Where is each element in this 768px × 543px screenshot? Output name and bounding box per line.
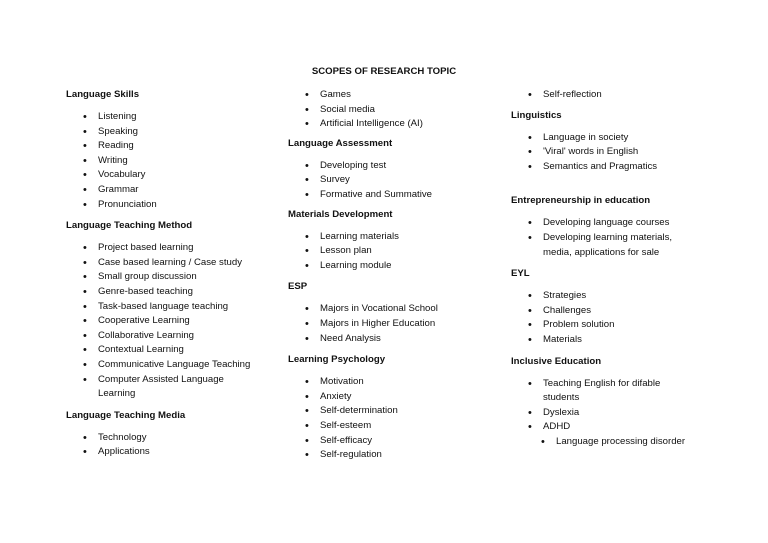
list-item: • Computer Assisted Language Learning — [66, 373, 238, 402]
list-item: • Need Analysis — [288, 332, 498, 347]
list-item: • Genre-based teaching — [66, 285, 276, 300]
list-item: • 'Viral' words in English — [511, 145, 721, 160]
list-item: • Learning module — [288, 259, 498, 274]
section-heading-entrepreneurship: Entrepreneurship in education — [511, 195, 651, 207]
list-item: • Problem solution — [511, 318, 721, 333]
list-item: • Listening — [66, 110, 276, 125]
list-item: • Semantics and Pragmatics — [511, 160, 721, 175]
section-heading-language-teaching-method: Language Teaching Method — [66, 220, 193, 232]
list-item: • Motivation — [288, 375, 498, 390]
list-item: • Games — [288, 88, 498, 103]
list-item: • Cooperative Learning — [66, 314, 276, 329]
column-2 — [288, 88, 498, 463]
list-item: • Formative and Summative — [288, 188, 498, 203]
list-item: • Pronunciation — [66, 198, 276, 213]
list-item: • Developing test — [288, 159, 498, 174]
list-item: • Case based learning / Case study — [66, 256, 276, 271]
linguistics-list — [511, 131, 721, 175]
language-teaching-media-list — [66, 431, 276, 460]
section-heading-language-teaching-media: Language Teaching Media — [66, 409, 186, 421]
list-item: • Survey — [288, 173, 498, 188]
list-item: • Small group discussion — [66, 270, 276, 285]
list-item: • Lesson plan — [288, 244, 498, 259]
list-item: • Majors in Vocational School — [288, 302, 498, 317]
list-item: • Technology — [66, 431, 276, 446]
inclusive-education-list — [511, 377, 721, 450]
list-item: • Reading — [66, 139, 276, 154]
page-title: SCOPES OF RESEARCH TOPIC — [311, 66, 457, 77]
eyl-list — [511, 289, 721, 347]
list-item: • Project based learning — [66, 241, 276, 256]
learning-psychology-list — [288, 375, 498, 463]
language-skills-list — [66, 110, 276, 212]
list-item: • Grammar — [66, 183, 276, 198]
continued-psychology-list — [511, 88, 721, 103]
list-item: • Learning materials — [288, 230, 498, 245]
section-heading-linguistics: Linguistics — [511, 109, 562, 121]
list-item: • Writing — [66, 154, 276, 169]
section-heading-materials-development: Materials Development — [288, 208, 393, 220]
language-teaching-method-list — [66, 241, 276, 402]
sub-list-item: • Language processing disorder — [511, 435, 721, 450]
column-1 — [66, 88, 276, 460]
list-item: • Social media — [288, 103, 498, 118]
list-item: • Collaborative Learning — [66, 329, 276, 344]
list-item: • Teaching English for difable students — [511, 377, 683, 406]
esp-list — [288, 302, 498, 346]
list-item: • Language in society — [511, 131, 721, 146]
section-heading-eyl: EYL — [511, 268, 530, 280]
section-heading-language-assessment: Language Assessment — [288, 137, 393, 149]
materials-development-list — [288, 230, 498, 274]
continued-media-list — [288, 88, 498, 132]
list-item: • Contextual Learning — [66, 343, 276, 358]
list-item: • Artificial Intelligence (AI) — [288, 117, 498, 132]
list-item: • ADHD — [511, 420, 721, 435]
entrepreneurship-list — [511, 216, 721, 260]
section-heading-learning-psychology: Learning Psychology — [288, 354, 386, 366]
list-item: • Self-reflection — [511, 88, 721, 103]
list-item: • Dyslexia — [511, 406, 721, 421]
list-item: • Self-esteem — [288, 419, 498, 434]
list-item: • Challenges — [511, 304, 721, 319]
section-heading-esp: ESP — [288, 281, 308, 293]
list-item: • Majors in Higher Education — [288, 317, 498, 332]
section-heading-language-skills: Language Skills — [66, 89, 140, 100]
column-3 — [511, 88, 721, 450]
list-item: • Vocabulary — [66, 168, 276, 183]
list-item: • Developing language courses — [511, 216, 721, 231]
language-assessment-list — [288, 159, 498, 203]
list-item: • Self-determination — [288, 404, 498, 419]
list-item: • Materials — [511, 333, 721, 348]
list-item: • Developing learning materials, media, applications for sale — [511, 231, 688, 260]
list-item: • Applications — [66, 445, 276, 460]
list-item: • Anxiety — [288, 390, 498, 405]
list-item: • Speaking — [66, 125, 276, 140]
list-item: • Strategies — [511, 289, 721, 304]
list-item: • Self-efficacy — [288, 434, 498, 449]
list-item: • Self-regulation — [288, 448, 498, 463]
list-item: • Task-based language teaching — [66, 300, 276, 315]
list-item: • Communicative Language Teaching — [66, 358, 276, 373]
section-heading-inclusive-education: Inclusive Education — [511, 355, 602, 367]
